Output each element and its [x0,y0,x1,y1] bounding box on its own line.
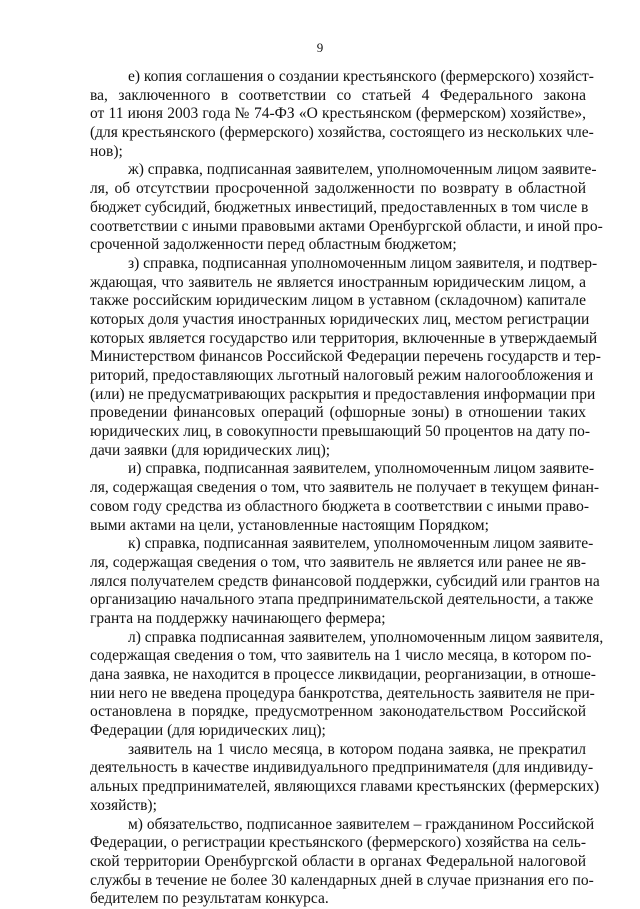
text-line: м) обязательство, подписанное заявителем – гражданином Российской [128,815,595,833]
text-line: лялся получателем средств финансовой поддержки, субсидий или грантов на [90,572,600,590]
text-line: Министерством финансов Российской Федерации перечень государств и тер- [90,348,601,366]
text-line: ля, об отсутствии просроченной задолженности по возврату в областной [90,180,586,198]
text-line: нии него не введена процедура банкротства, деятельность заявителя не при- [90,684,595,702]
text-line: нов); [90,142,123,160]
text-line: которых доля участия иностранных юридических лиц, местом регистрации [90,310,590,328]
text-line: юридических лиц, в совокупности превышающий 50 процентов на дату по- [90,423,591,441]
text-line: хозяйств); [90,796,157,814]
text-line: совом году средства из областного бюджета в соответствии с иными право- [90,497,590,515]
text-line: соответствии с иными правовыми актами Оренбургской области, и иной про- [90,217,603,235]
text-line: бедителем по результатам конкурса. [90,890,329,908]
text-line: (для крестьянского (фермерского) хозяйства, состоящего из нескольких чле- [90,124,594,142]
text-line: к) справка, подписанная заявителем, уполномоченным лицом заявите- [128,535,594,553]
text-line: которых является государство или территория, включенные в утверждаемый [90,329,598,347]
text-line: ской территории Оренбургской области в органах Федеральной налоговой [90,852,586,870]
text-line: е) копия соглашения о создании крестьянского (фермерского) хозяйст- [128,68,594,85]
text-line: ля, содержащая сведения о том, что заявитель не является или ранее не яв- [90,553,586,571]
text-line: ж) справка, подписанная заявителем, уполномоченным лицом заявите- [128,161,597,179]
text-line: выми актами на цели, установленные настоящим Порядком; [90,516,489,534]
text-line: организацию начального этапа предпринимательской деятельности, а также [90,591,594,609]
text-line: ждающая, что заявитель не является иностранным юридическим лицом, а [90,273,586,291]
text-line: службы в течение не более 30 календарных дней в случае признания его по- [90,871,594,889]
text-line: Федерации, о регистрации крестьянского (фермерского) хозяйства на сель- [90,834,586,852]
text-line: з) справка, подписанная уполномоченным лицом заявителя, и подтвер- [128,254,598,272]
text-line: ва, заключенного в соответствии со статьей 4 Федерального закона [90,86,586,104]
text-line: гранта на поддержку начинающего фермера; [90,609,386,627]
text-line: содержащая сведения о том, что заявитель на 1 число месяца, в котором по- [90,647,592,665]
text-line: ля, содержащая сведения о том, что заявитель не получает в текущем финан- [90,479,600,497]
text-line: альных предпринимателей, являющихся главами крестьянских (фермерских) [90,778,600,796]
text-line: л) справка подписанная заявителем, уполномоченным лицом заявителя, [128,628,604,646]
page-number: 9 [316,40,324,55]
text-line: и) справка, подписанная заявителем, уполномоченным лицом заявите- [128,460,595,478]
text-line: деятельность в качестве индивидуального предпринимателя (для индивиду- [90,759,594,777]
text-line: (или) не предусматривающих раскрытия и предоставления информации при [90,385,596,403]
text-line: дана заявка, не находится в процессе ликвидации, реорганизации, в отноше- [90,666,596,683]
text-line: от 11 июня 2003 года № 74-ФЗ «О крестьянском (фермерском) хозяйстве», [90,105,586,123]
text-line: риторий, предоставляющих льготный налоговый режим налогообложения и [90,367,594,384]
text-line: остановлена в порядке, предусмотренном законодательством Российской [90,703,586,721]
text-line: дачи заявки (для юридических лиц); [90,441,331,459]
text-line: проведении финансовых операций (офшорные зоны) в отношении таких [90,404,586,422]
text-line: сроченной задолженности перед областным бюджетом; [90,236,457,254]
text-line: бюджет субсидий, бюджетных инвестиций, предоставленных в том числе в [90,198,589,216]
text-line: заявитель на 1 число месяца, в котором подана заявка, не прекратил [128,740,586,758]
document-body [90,68,604,909]
text-line: Федерации (для юридических лиц); [90,722,326,740]
text-line: также российским юридическим лицом в уставном (складочном) капитале [90,292,586,310]
